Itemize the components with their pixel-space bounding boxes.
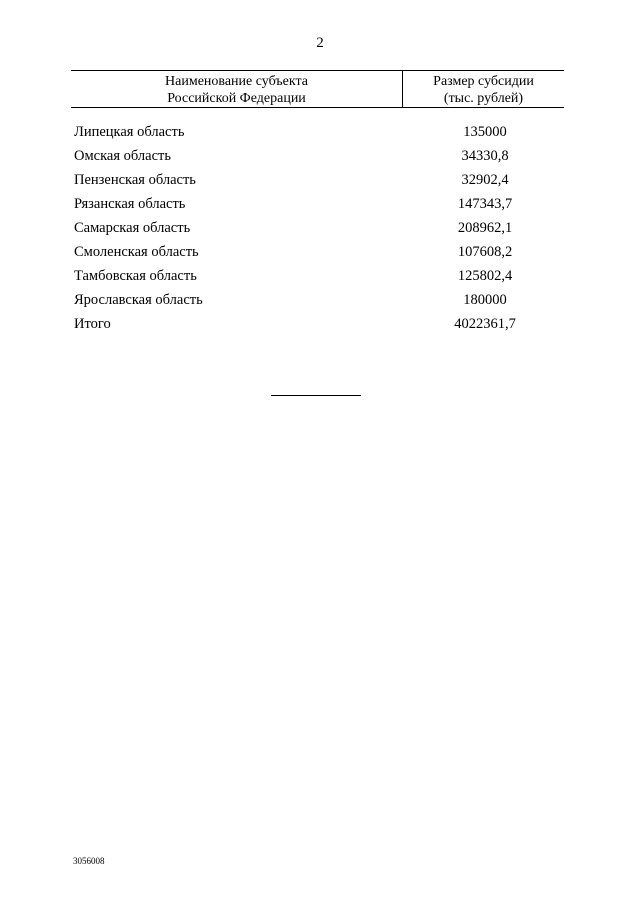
- subsidy-value: 180000: [463, 292, 507, 308]
- subsidy-value: 107608,2: [457, 244, 513, 260]
- table-body: [74, 124, 564, 340]
- table-row: [74, 268, 564, 292]
- table-row: [74, 292, 564, 316]
- subsidy-value: 32902,4: [461, 172, 509, 188]
- subsidy-value: 34330,8: [461, 148, 509, 164]
- total-value: 4022361,7: [454, 316, 516, 332]
- table-row: [74, 172, 564, 196]
- region-name: Рязанская область: [74, 196, 186, 212]
- header-subsidy-size-line2: (тыс. рублей): [443, 91, 524, 106]
- page-number: 2: [316, 35, 324, 51]
- header-region-name-line2: Российской Федерации: [167, 91, 306, 106]
- table-row: [74, 244, 564, 268]
- region-name: Омская область: [74, 148, 171, 164]
- subsidy-value: 147343,7: [457, 196, 513, 212]
- subsidy-value: 135000: [463, 124, 507, 140]
- table-header: [71, 70, 564, 108]
- table-row: [74, 148, 564, 172]
- header-region-name-line1: Наименование субъекта: [165, 74, 308, 89]
- region-name: Ярославская область: [74, 292, 203, 308]
- total-label: Итого: [74, 316, 111, 332]
- document-code: 3056008: [73, 856, 105, 866]
- region-name: Пензенская область: [74, 172, 196, 188]
- table-row-total: [74, 316, 564, 340]
- table-row: [74, 196, 564, 220]
- region-name: Липецкая область: [74, 124, 185, 140]
- header-region-name: [71, 73, 402, 107]
- region-name: Самарская область: [74, 220, 191, 236]
- region-name: Смоленская область: [74, 244, 199, 260]
- end-of-document-rule: [271, 395, 361, 396]
- region-name: Тамбовская область: [74, 268, 197, 284]
- table-row: [74, 124, 564, 148]
- table-row: [74, 220, 564, 244]
- subsidy-value: 208962,1: [457, 220, 513, 236]
- subsidy-value: 125802,4: [457, 268, 513, 284]
- header-subsidy-size-line1: Размер субсидии: [433, 74, 534, 89]
- header-subsidy-size: [403, 73, 564, 107]
